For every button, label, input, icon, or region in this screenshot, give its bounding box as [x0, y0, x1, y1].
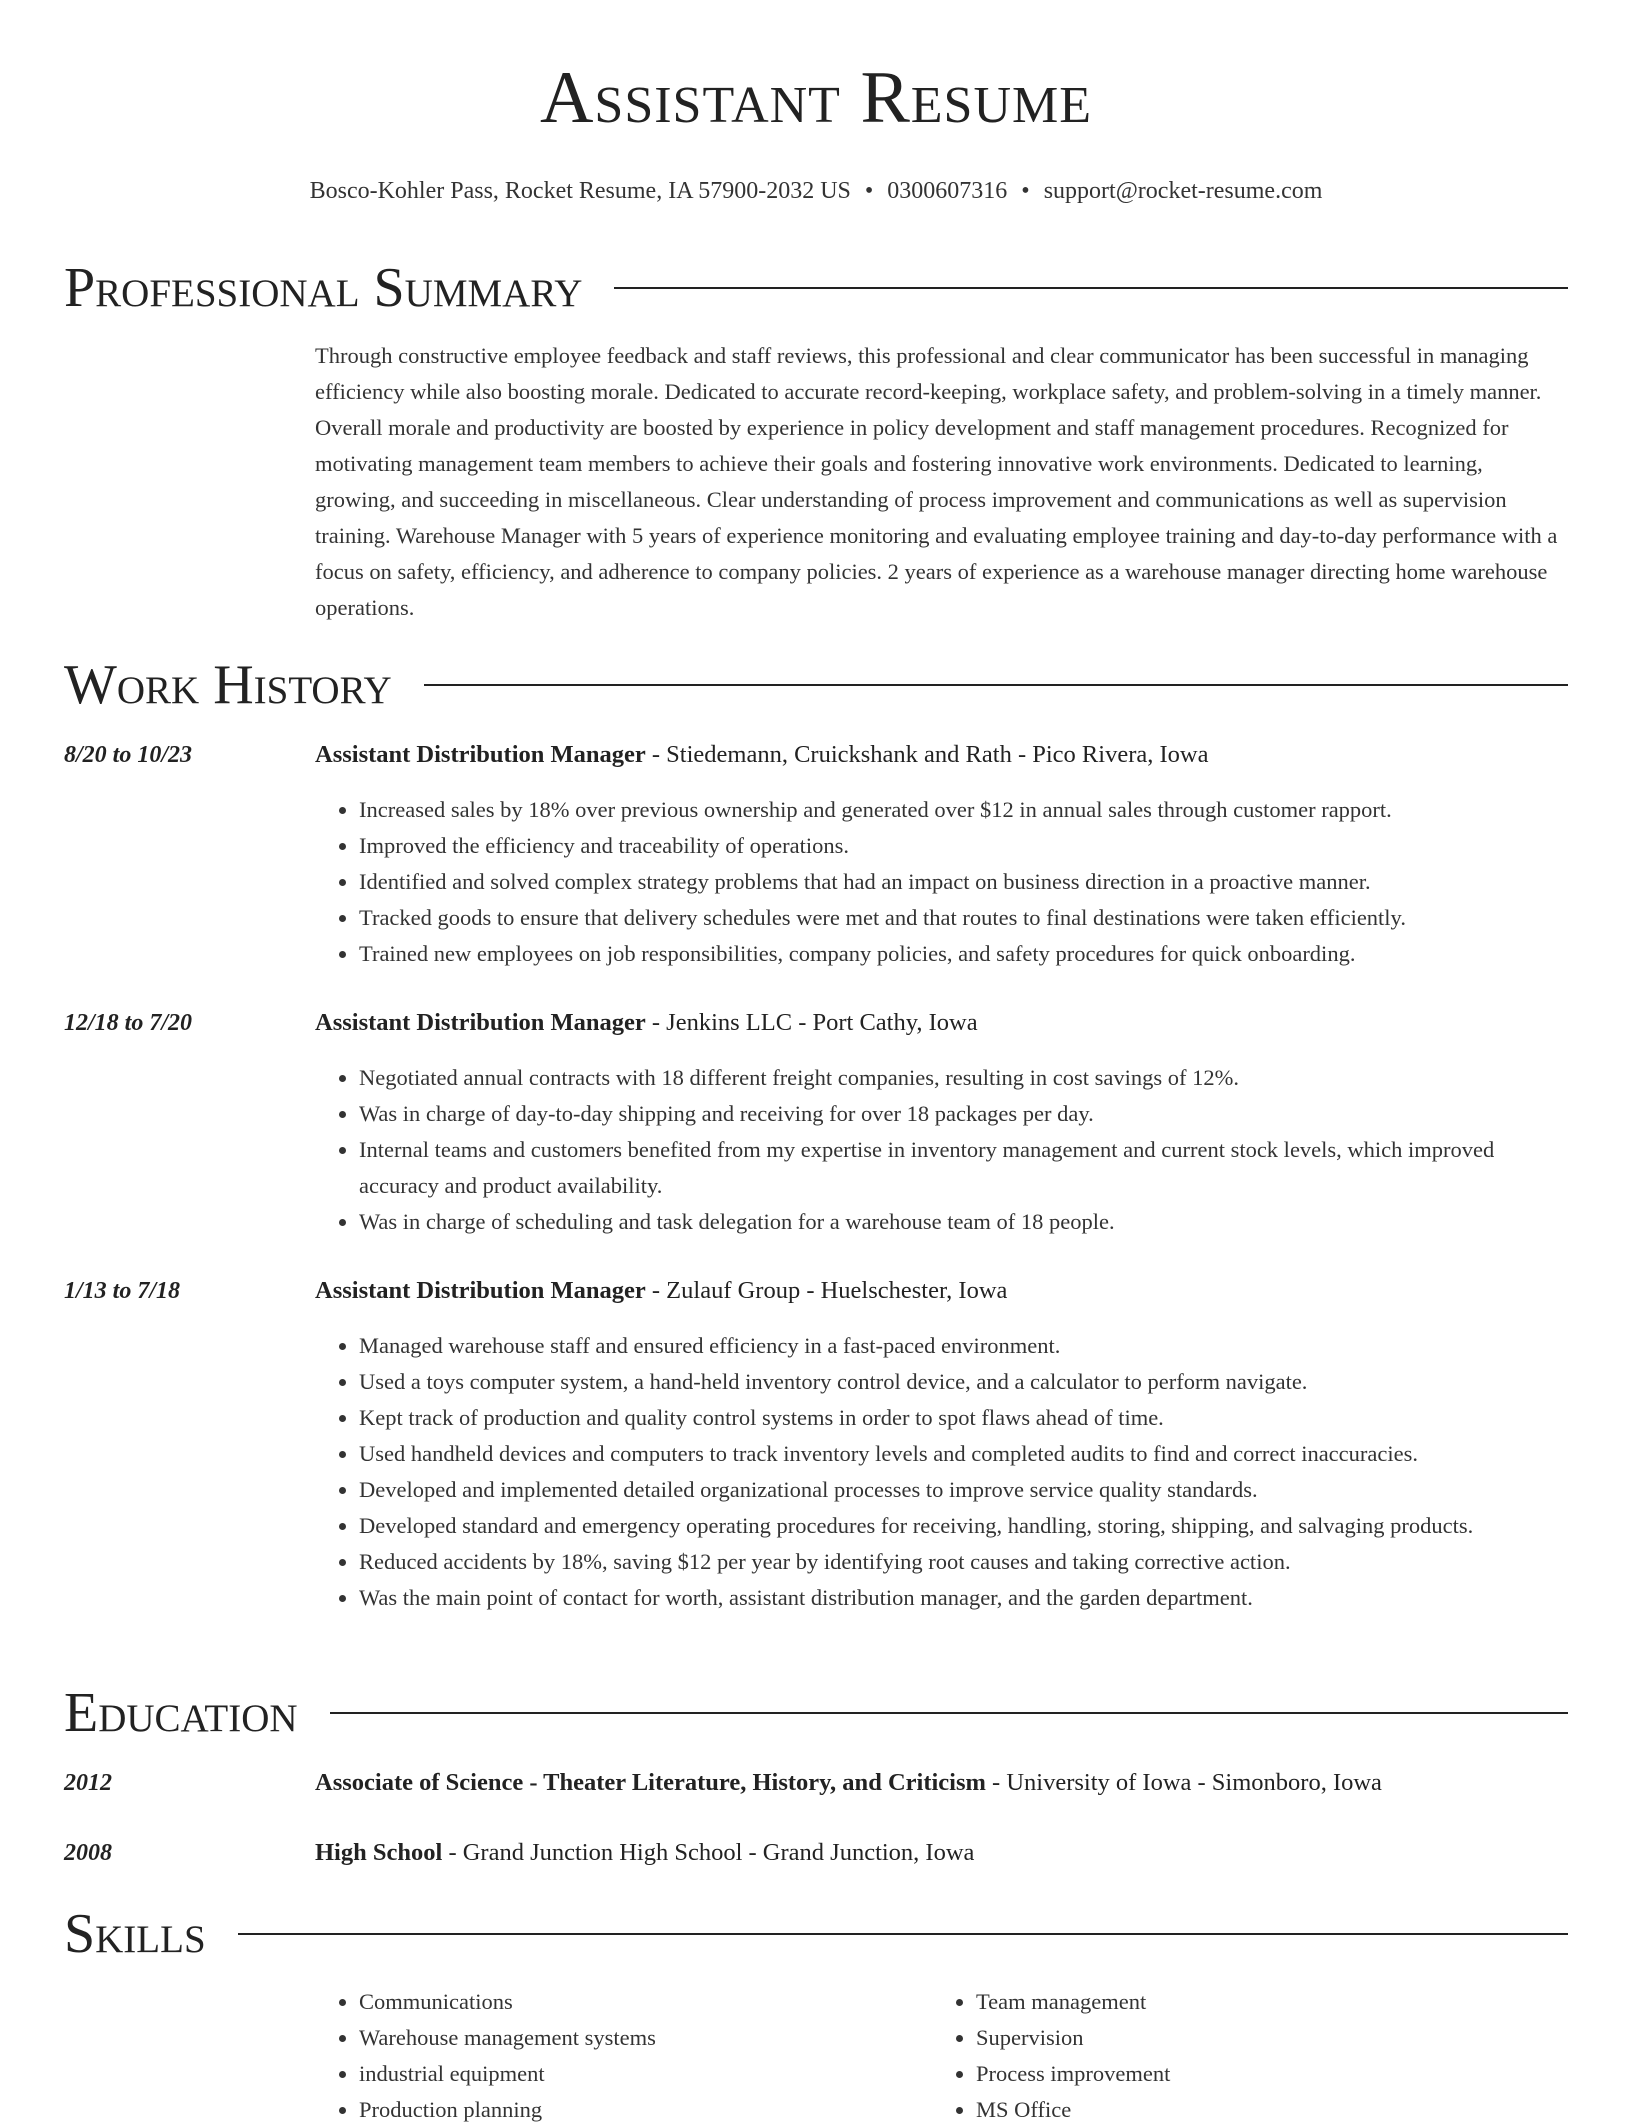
- job-bullet: • Used handheld devices and computers to track inventory levels and completed audits to find and correct inaccuracies.: [359, 1436, 1568, 1472]
- skill-item: • industrial equipment: [359, 2056, 656, 2092]
- section-heading-skills: Skills: [64, 1903, 206, 1965]
- education-degree: High School: [315, 1839, 443, 1866]
- skills-list-right: [932, 1984, 1170, 2128]
- contact-address: Bosco-Kohler Pass, Rocket Resume, IA 57900-2032 US: [309, 178, 851, 204]
- education-school: - University of Iowa - Simonboro, Iowa: [985, 1769, 1382, 1796]
- job-bullet: • Developed and implemented detailed organizational processes to improve service quality standards.: [359, 1472, 1568, 1508]
- skill-item: • MS Office: [976, 2092, 1170, 2128]
- education-year: 2012: [64, 1770, 112, 1796]
- education-heading: [315, 1766, 1382, 1800]
- job-bullet: • Tracked goods to ensure that delivery schedules were met and that routes to final destinations were taken efficiently.: [359, 900, 1568, 936]
- skills-list-left: [315, 1984, 656, 2128]
- job-title: Assistant Distribution Manager: [315, 1277, 646, 1304]
- resume-title: Assistant Resume: [539, 57, 1093, 139]
- job-bullet: • Reduced accidents by 18%, saving $12 per year by identifying root causes and taking corrective action.: [359, 1544, 1568, 1580]
- job-dates: 12/18 to 7/20: [64, 1010, 193, 1036]
- job-bullets: [315, 1060, 1568, 1240]
- section-divider: [614, 287, 1568, 289]
- job-bullet: • Increased sales by 18% over previous ownership and generated over $12 in annual sales through customer rapport.: [359, 792, 1568, 828]
- job-employer: - Zulauf Group - Huelschester, Iowa: [645, 1277, 1008, 1304]
- job-bullet: • Managed warehouse staff and ensured efficiency in a fast-paced environment.: [359, 1328, 1568, 1364]
- section-heading-summary: Professional Summary: [64, 257, 583, 319]
- skill-item: • Supervision: [976, 2020, 1170, 2056]
- job-bullets: [315, 1328, 1568, 1616]
- section-divider: [424, 684, 1568, 686]
- section-divider: [238, 1933, 1568, 1935]
- contact-phone: 0300607316: [887, 178, 1008, 204]
- job-heading: [315, 1006, 978, 1040]
- job-bullet: • Identified and solved complex strategy problems that had an impact on business direction in a proactive manner.: [359, 864, 1568, 900]
- skill-item: • Warehouse management systems: [359, 2020, 656, 2056]
- section-heading-education: Education: [64, 1682, 298, 1744]
- job-bullets: [315, 792, 1568, 972]
- job-employer: - Jenkins LLC - Port Cathy, Iowa: [645, 1009, 978, 1036]
- job-employer: - Stiedemann, Cruickshank and Rath - Pico Rivera, Iowa: [645, 741, 1209, 768]
- job-bullet: • Used a toys computer system, a hand-held inventory control device, and a calculator to perform navigate.: [359, 1364, 1568, 1400]
- job-title: Assistant Distribution Manager: [315, 1009, 646, 1036]
- job-heading: [315, 738, 1208, 772]
- job-bullet: • Trained new employees on job responsibilities, company policies, and safety procedures for quick onboarding.: [359, 936, 1568, 972]
- job-bullet: • Negotiated annual contracts with 18 different freight companies, resulting in cost savings of 12%.: [359, 1060, 1568, 1096]
- contact-email[interactable]: support@rocket-resume.com: [1043, 178, 1323, 204]
- education-heading: [315, 1836, 974, 1870]
- skill-item: • Production planning: [359, 2092, 656, 2128]
- job-bullet: • Improved the efficiency and traceability of operations.: [359, 828, 1568, 864]
- job-bullet: • Internal teams and customers benefited from my expertise in inventory management and current stock levels, which improved accuracy and product availability.: [359, 1132, 1568, 1204]
- job-bullet: • Developed standard and emergency operating procedures for receiving, handling, storing, shipping, and salvaging products.: [359, 1508, 1568, 1544]
- job-heading: [315, 1274, 1007, 1308]
- job-dates: 1/13 to 7/18: [64, 1278, 181, 1304]
- education-year: 2008: [64, 1840, 112, 1866]
- education-degree: Associate of Science - Theater Literature, History, and Criticism: [315, 1769, 986, 1796]
- job-bullet: • Was the main point of contact for worth, assistant distribution manager, and the garden department.: [359, 1580, 1568, 1616]
- section-divider: [330, 1712, 1568, 1714]
- job-dates: 8/20 to 10/23: [64, 742, 193, 768]
- contact-separator: •: [864, 178, 874, 204]
- skill-item: • Communications: [359, 1984, 656, 2020]
- contact-separator: •: [1021, 178, 1030, 204]
- skill-item: • Team management: [976, 1984, 1170, 2020]
- section-heading-work: Work History: [64, 654, 392, 716]
- job-title: Assistant Distribution Manager: [315, 741, 646, 768]
- work-section-header: [64, 654, 1568, 716]
- skills-section-header: [64, 1903, 1568, 1965]
- summary-section-header: [64, 257, 1568, 319]
- education-section-header: [64, 1682, 1568, 1744]
- skill-item: • Process improvement: [976, 2056, 1170, 2092]
- job-bullet: • Kept track of production and quality control systems in order to spot flaws ahead of time.: [359, 1400, 1568, 1436]
- job-bullet: • Was in charge of day-to-day shipping and receiving for over 18 packages per day.: [359, 1096, 1568, 1132]
- contact-line: [0, 174, 1632, 208]
- summary-text: Through constructive employee feedback and staff reviews, this professional and clear communicator has been successful in managing efficiency while also boosting morale. Dedicated to accurate record-keeping, workplace safety, and problem-solving in a timely manner. Overall morale and productivity are boosted by experience in policy development and staff management procedures. Recognized for motivating management team members to achieve their goals and fostering innovative work environments. Dedicated to learning, growing, and succeeding in miscellaneous. Clear understanding of process improvement and communications as well as supervision training. Warehouse Manager with 5 years of experience monitoring and evaluating employee training and day-to-day performance with a focus on safety, efficiency, and adherence to company policies. 2 years of experience as a warehouse manager directing home warehouse operations.: [315, 343, 1558, 620]
- job-bullet: • Was in charge of scheduling and task delegation for a warehouse team of 18 people.: [359, 1204, 1568, 1240]
- education-school: - Grand Junction High School - Grand Junction, Iowa: [442, 1839, 975, 1866]
